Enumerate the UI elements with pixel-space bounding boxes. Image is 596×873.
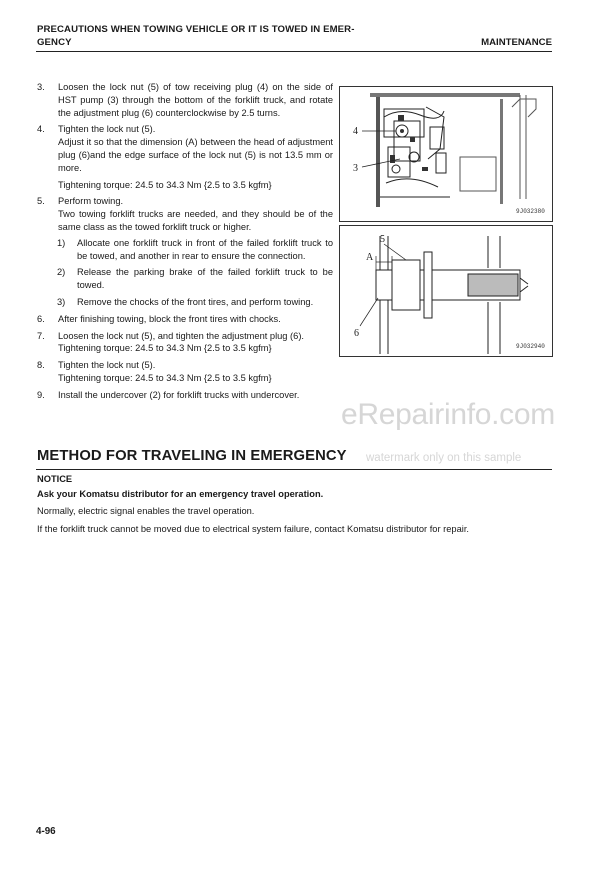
figure-adjustment-plug-drawing (340, 226, 552, 356)
tightening-torque: Tightening torque: 24.5 to 34.3 Nm {2.5 to 3.5 kgfm} (58, 372, 272, 383)
step-text: Tighten the lock nut (5). (58, 124, 156, 135)
step-number: 9. (37, 389, 45, 400)
figure-code: 9J032380 (516, 208, 545, 215)
step-text: Perform towing. (58, 196, 124, 207)
step-3 (37, 81, 333, 119)
tightening-torque: Tightening torque: 24.5 to 34.3 Nm {2.5 to 3.5 kgfm} (58, 343, 272, 354)
step-6 (37, 313, 333, 326)
watermark-text: eRepairinfo.com (341, 398, 555, 431)
step-9 (37, 389, 333, 402)
procedure-steps (37, 81, 333, 402)
header-title-line2: GENCY (37, 36, 72, 48)
figure-adjustment-plug (339, 225, 553, 357)
tightening-torque: Tightening torque: 24.5 to 34.3 Nm {2.5 to 3.5 kgfm} (58, 179, 272, 190)
paragraph: If the forklift truck cannot be moved due to electrical system failure, contact Komatsu distributor for repair. (37, 524, 469, 534)
callout-5: 5 (380, 234, 385, 245)
header-rule (36, 51, 552, 52)
step-number: 7. (37, 330, 45, 341)
watermark-subtext: watermark only on this sample (366, 452, 522, 464)
step-text: After finishing towing, block the front tires with chocks. (58, 313, 281, 324)
substep-2 (37, 266, 333, 292)
header-title-line1: PRECAUTIONS WHEN TOWING VEHICLE OR IT IS TOWED IN EMER- (37, 24, 355, 35)
step-5 (37, 195, 333, 233)
substep-text: Allocate one forklift truck in front of the failed forklift truck to be towed, and another in rear to ensure the connection. (77, 237, 333, 261)
substep-text: Remove the chocks of the front tires, and perform towing. (77, 296, 314, 307)
step-text: Tighten the lock nut (5). (58, 360, 156, 371)
substep-text: Release the parking brake of the failed forklift truck to be towed. (77, 267, 333, 291)
callout-3: 3 (353, 163, 358, 174)
callout-A: A (366, 252, 374, 263)
callout-6: 6 (354, 328, 359, 339)
callout-4: 4 (353, 126, 358, 137)
step-8 (37, 359, 333, 385)
step-text: Loosen the lock nut (5) of tow receiving plug (4) on the side of HST pump (3) through the bottom of the forklift truck, and rotate the adjustment plug (6) counterclockwise by 2.5 turns. (58, 82, 333, 118)
step-text: Two towing forklift trucks are needed, and they should be of the same class as the towed forklift truck or higher. (58, 209, 333, 232)
step-number: 5. (37, 196, 45, 207)
notice-label: NOTICE (37, 474, 73, 484)
header-section: MAINTENANCE (481, 37, 552, 48)
step-text: Install the undercover (2) for forklift trucks with undercover. (58, 389, 300, 400)
step-text: Adjust it so that the dimension (A) between the head of adjustment plug (6)and the edge surface of the lock nut (5) is not 13.5 mm or more. (58, 137, 333, 173)
section-rule (36, 469, 552, 470)
step-number: 4. (37, 124, 45, 135)
figure-hst-pump-drawing (340, 87, 552, 221)
substep-3 (37, 296, 333, 309)
step-number: 3. (37, 82, 45, 92)
substep-number: 2) (57, 267, 66, 278)
step-7 (37, 330, 333, 356)
notice-text: Ask your Komatsu distributor for an emergency travel operation. (37, 489, 324, 499)
figure-hst-pump (339, 86, 553, 222)
page-number: 4-96 (36, 826, 56, 837)
substep-number: 3) (57, 296, 66, 307)
figure-code: 9J032940 (516, 343, 545, 350)
step-4 (37, 123, 333, 191)
paragraph: Normally, electric signal enables the travel operation. (37, 506, 255, 516)
substep-number: 1) (57, 237, 66, 248)
step-text: Loosen the lock nut (5), and tighten the adjustment plug (6). (58, 330, 305, 341)
page-header-title (37, 24, 397, 49)
section-title: METHOD FOR TRAVELING IN EMERGENCY (37, 448, 347, 464)
step-number: 8. (37, 360, 45, 371)
substep-1 (37, 237, 333, 263)
step-number: 6. (37, 313, 45, 324)
